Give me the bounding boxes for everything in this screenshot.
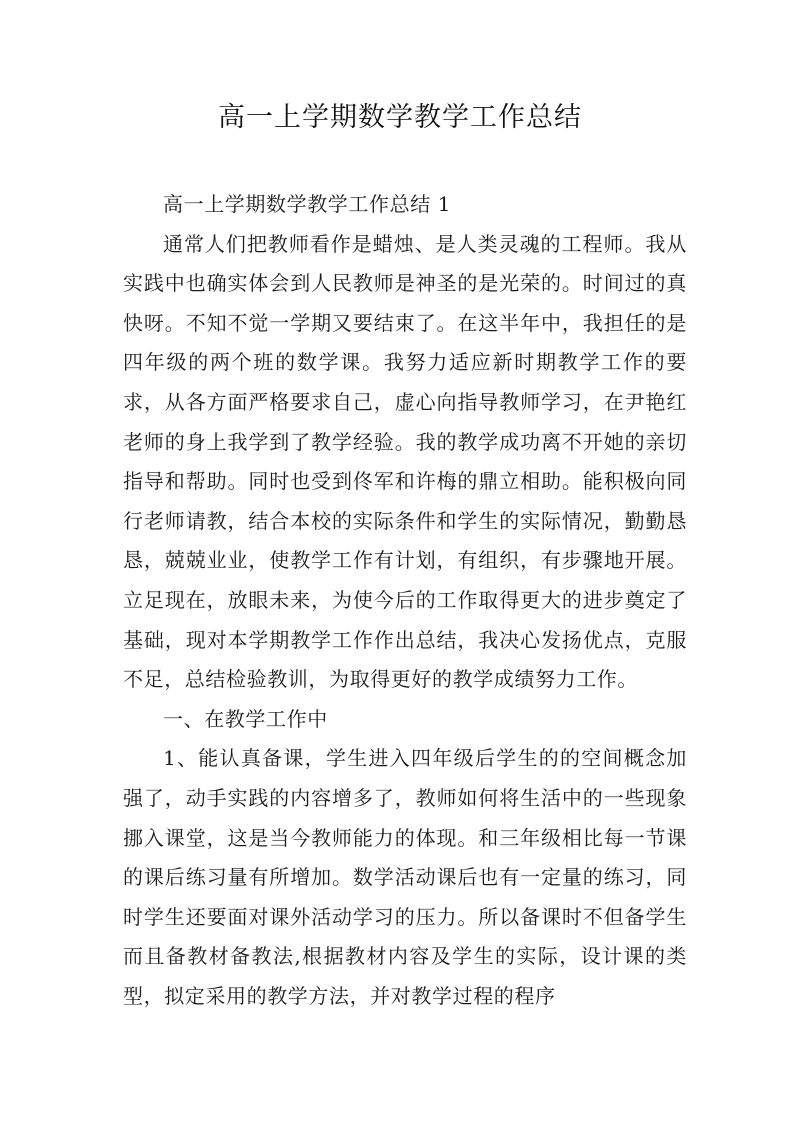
intro-paragraph: 通常人们把教师看作是蜡烛、是人类灵魂的工程师。我从实践中也确实体会到人民教师是神圣的是光荣的。时间过的真快呀。不知不觉一学期又要结束了。在这半年中，我担任的是四年级的两个班的数学课。我努力适应新时期教学工作的要求，从各方面严格要求自己，虚心向指导教师学习，在尹艳红老师的身上我学到了教学经验。我的教学成功离不开她的亲切指导和帮助。同时也受到佟军和许梅的鼎立相助。能积极向同行老师请教，结合本校的实际条件和学生的实际情况，勤勤恳恳，兢兢业业，使教学工作有计划，有组织，有步骤地开展。立足现在，放眼未来，为使今后的工作取得更大的进步奠定了基础，现对本学期教学工作作出总结，我决心发扬优点，克服不足，总结检验教训，为取得更好的教学成绩努力工作。 <box>123 231 687 692</box>
item-1-paragraph: 1、能认真备课，学生进入四年级后学生的的空间概念加强了，动手实践的内容增多了，教师如何将生活中的一些现象挪入课堂，这是当今教师能力的体现。和三年级相比每一节课的课后练习量有所增加。数学活动课后也有一定量的练习，同时学生还要面对课外活动学习的压力。所以备课时不但备学生而且备教材备教法,根据教材内容及学生的实际，设计课的类型，拟定采用的教学方法，并对教学过程的程序 <box>123 746 687 1008</box>
document-title: 高一上学期数学教学工作总结 <box>218 102 582 133</box>
document-body <box>123 185 687 1016</box>
section-heading: 一、在教学工作中 <box>163 706 328 731</box>
section-subtitle: 高一上学期数学教学工作总结 1 <box>163 192 452 216</box>
